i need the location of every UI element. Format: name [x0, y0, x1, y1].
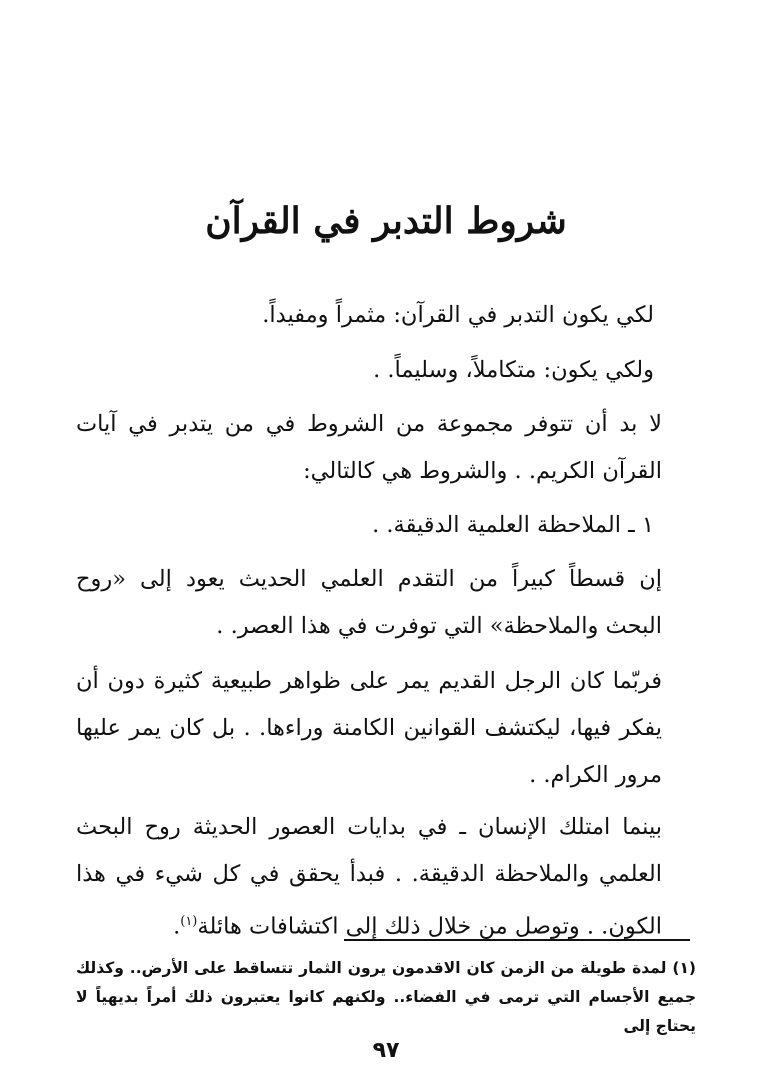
paragraph-6: بينما امتلك الإنسان ـ في بدايات العصور الحديثة روح البحث العلمي والملاحظة الدقيقة. . فبدأ يحقق في كل شيء في هذا الكون. . وتوصل من خلال ذلك إلى اكتشافات هائلة$^{(١)}$.	[76, 814, 662, 940]
page-number: ٩٧	[372, 1038, 400, 1063]
footnote-reference: (١)	[180, 914, 198, 929]
paragraph-4: إن قسطاً كبيراً من التقدم العلمي الحديث يعود إلى «روح البحث والملاحظة» التي توفرت في هذا العصر. .	[76, 566, 662, 639]
chapter-title: شروط التدبر في القرآن	[205, 200, 567, 242]
section-heading-1: ١ ـ الملاحظة العلمية الدقيقة. .	[372, 512, 654, 538]
paragraph-2: ولكي يكون: متكاملاً، وسليماً. .	[373, 357, 654, 383]
footnote-text: (١) لمدة طويلة من الزمن كان الاقدمون يرون الثمار تتساقط على الأرض.. وكذلك جميع الأجسام التي ترمى في الفضاء.. ولكنهم كانوا يعتبرون ذلك أمراً بديهياً لا يحتاج إلى	[76, 959, 696, 1035]
paragraph-5: فربّما كان الرجل القديم يمر على ظواهر طبيعية كثيرة دون أن يفكر فيها، ليكتشف القوانين الكامنة وراءها. . بل كان يمر عليها مرور الكرام. .	[76, 668, 662, 788]
paragraph-3: لا بد أن تتوفر مجموعة من الشروط في من يتدبر في آيات القرآن الكريم. . والشروط هي كالتالي:	[76, 411, 662, 484]
paragraph-1: لكي يكون التدبر في القرآن: مثمراً ومفيداً.	[262, 302, 654, 328]
paragraph-6-text: بينما امتلك الإنسان ـ في بدايات العصور الحديثة روح البحث العلمي والملاحظة الدقيقة. . فبدأ يحقق في كل شيء في هذا الكون. . وتوصل من خلال ذلك إلى اكتشافات هائلة	[76, 814, 662, 940]
footnote-divider	[344, 939, 690, 941]
